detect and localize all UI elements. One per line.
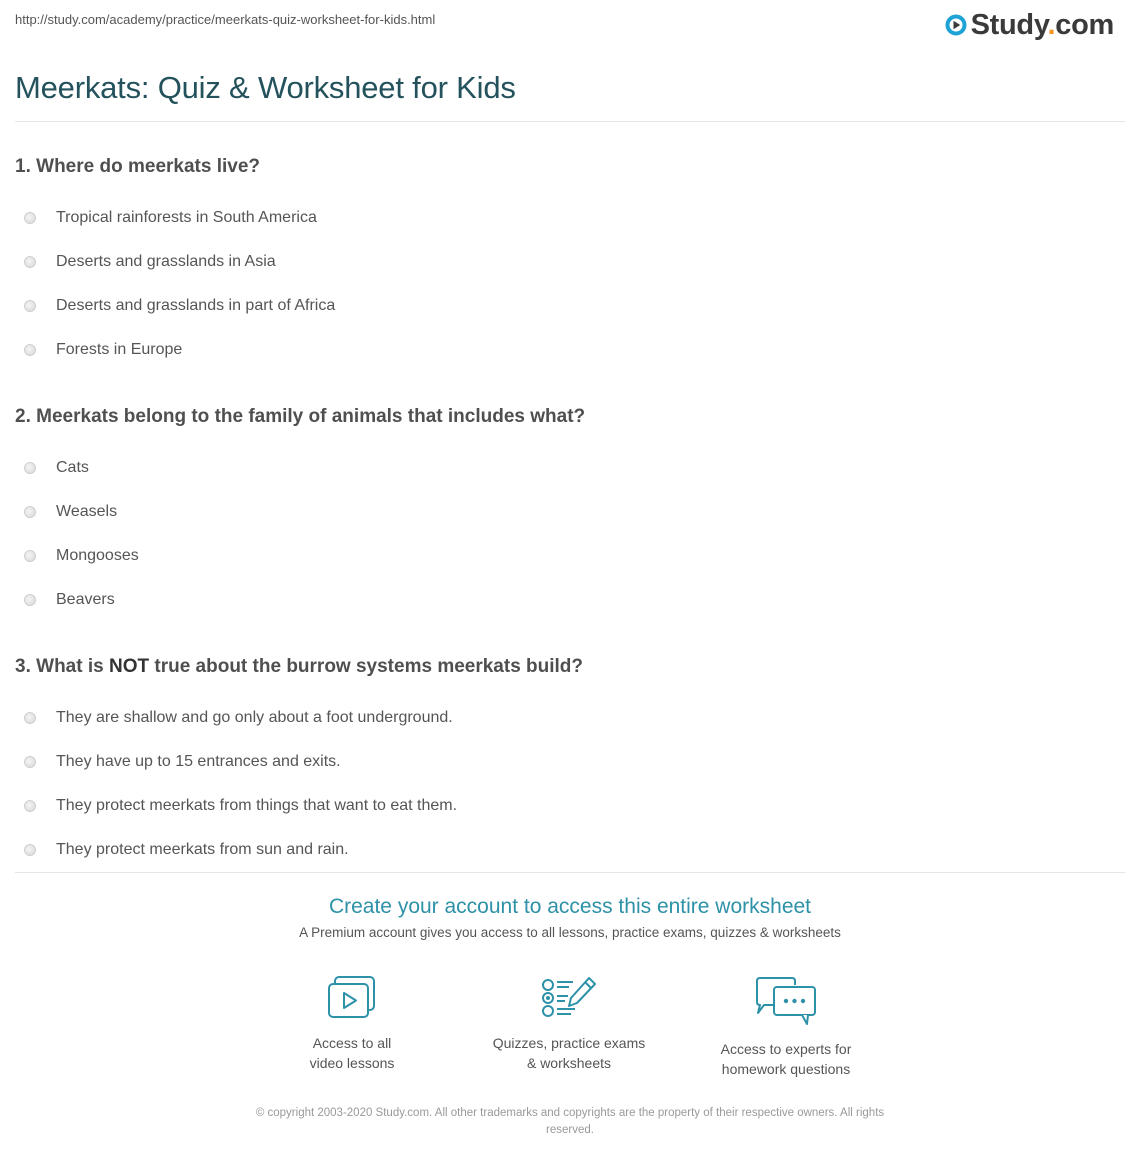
radio-button[interactable]: [24, 756, 36, 768]
feature-label: [252, 1033, 452, 1073]
feature-video-lessons: [252, 975, 452, 1073]
feature-label: [686, 1039, 886, 1079]
create-account-link[interactable]: Create your account to access this entire worksheet: [328, 895, 812, 918]
radio-button[interactable]: [24, 344, 36, 356]
option-label: Beavers: [56, 591, 115, 608]
answer-option[interactable]: [15, 196, 1125, 240]
feature-label-line2: video lessons: [309, 1055, 395, 1071]
answer-option[interactable]: [15, 240, 1125, 284]
quiz-checklist-icon: [539, 975, 599, 1021]
answer-options: [15, 696, 1125, 872]
cta-subtitle: A Premium account gives you access to all lessons, practice exams, quizzes & worksheets: [299, 925, 841, 940]
copyright-text: © copyright 2003-2020 Study.com. All other trademarks and copyrights are the property of their respective owners. All rights: [255, 1107, 885, 1119]
study-logo[interactable]: [945, 8, 1114, 42]
question-prompt: Where do meerkats live?: [36, 156, 261, 177]
feature-label: [469, 1033, 669, 1073]
radio-button[interactable]: [24, 550, 36, 562]
feature-experts: [686, 975, 886, 1079]
question-text: [15, 152, 1125, 184]
feature-label-line2: homework questions: [721, 1061, 851, 1077]
question-prompt-start: What is: [36, 656, 109, 677]
logo-word: Study: [970, 8, 1048, 41]
answer-option[interactable]: [15, 578, 1125, 622]
option-label: They protect meerkats from sun and rain.: [56, 841, 349, 858]
answer-option[interactable]: [15, 446, 1125, 490]
question-text: [15, 402, 1125, 434]
feature-label-line2: & worksheets: [526, 1055, 612, 1071]
answer-option[interactable]: [15, 740, 1125, 784]
radio-button[interactable]: [24, 844, 36, 856]
logo-dot: .: [1047, 8, 1056, 41]
radio-button[interactable]: [24, 712, 36, 724]
copyright-text-end: reserved.: [546, 1124, 594, 1136]
answer-option[interactable]: [15, 328, 1125, 372]
option-label: Forests in Europe: [56, 341, 183, 358]
play-circle-icon: [945, 14, 967, 36]
question-text: [15, 652, 1125, 684]
signup-cta: [0, 895, 1140, 940]
page-url: http://study.com/academy/practice/meerkats-quiz-worksheet-for-kids.html: [15, 12, 436, 27]
answer-option[interactable]: [15, 490, 1125, 534]
radio-button[interactable]: [24, 594, 36, 606]
question-number: 2.: [15, 406, 31, 427]
copyright-footer: [210, 1105, 930, 1139]
radio-button[interactable]: [24, 300, 36, 312]
feature-quizzes: [469, 975, 669, 1073]
question-emphasis: NOT: [108, 656, 150, 677]
section-divider: [15, 872, 1125, 873]
answer-options: [15, 446, 1125, 622]
question-3: [15, 652, 1125, 872]
chat-bubbles-icon: [754, 975, 818, 1027]
question-number: 1.: [15, 156, 31, 177]
answer-option[interactable]: [15, 696, 1125, 740]
question-2: [15, 402, 1125, 622]
question-prompt: Meerkats belong to the family of animals that includes what?: [36, 406, 586, 427]
radio-button[interactable]: [24, 506, 36, 518]
logo-suffix: com: [1055, 8, 1114, 41]
question-prompt-end: true about the burrow systems meerkats build?: [149, 656, 584, 677]
feature-label-line1: Access to experts for: [720, 1041, 852, 1057]
option-label: They are shallow and go only about a foot underground.: [56, 709, 453, 726]
logo-wordmark: [970, 8, 1114, 41]
feature-label-line1: Quizzes, practice exams: [492, 1035, 646, 1051]
answer-options: [15, 196, 1125, 372]
radio-button[interactable]: [24, 800, 36, 812]
answer-option[interactable]: [15, 534, 1125, 578]
radio-button[interactable]: [24, 256, 36, 268]
answer-option[interactable]: [15, 284, 1125, 328]
option-label: Tropical rainforests in South America: [56, 209, 317, 226]
option-label: They protect meerkats from things that want to eat them.: [56, 797, 458, 814]
title-divider: [15, 121, 1125, 122]
quiz: [15, 152, 1125, 872]
option-label: Cats: [56, 459, 89, 476]
option-label: Deserts and grasslands in part of Africa: [56, 297, 336, 314]
answer-option[interactable]: [15, 784, 1125, 828]
option-label: They have up to 15 entrances and exits.: [56, 753, 341, 770]
page-title: Meerkats: Quiz & Worksheet for Kids: [15, 70, 516, 105]
question-1: [15, 152, 1125, 372]
answer-option[interactable]: [15, 828, 1125, 872]
question-number: 3.: [15, 656, 31, 677]
video-lessons-icon: [326, 975, 378, 1021]
option-label: Weasels: [56, 503, 118, 520]
radio-button[interactable]: [24, 462, 36, 474]
feature-label-line1: Access to all: [312, 1035, 392, 1051]
option-label: Mongooses: [56, 547, 139, 564]
radio-button[interactable]: [24, 212, 36, 224]
option-label: Deserts and grasslands in Asia: [56, 253, 276, 270]
